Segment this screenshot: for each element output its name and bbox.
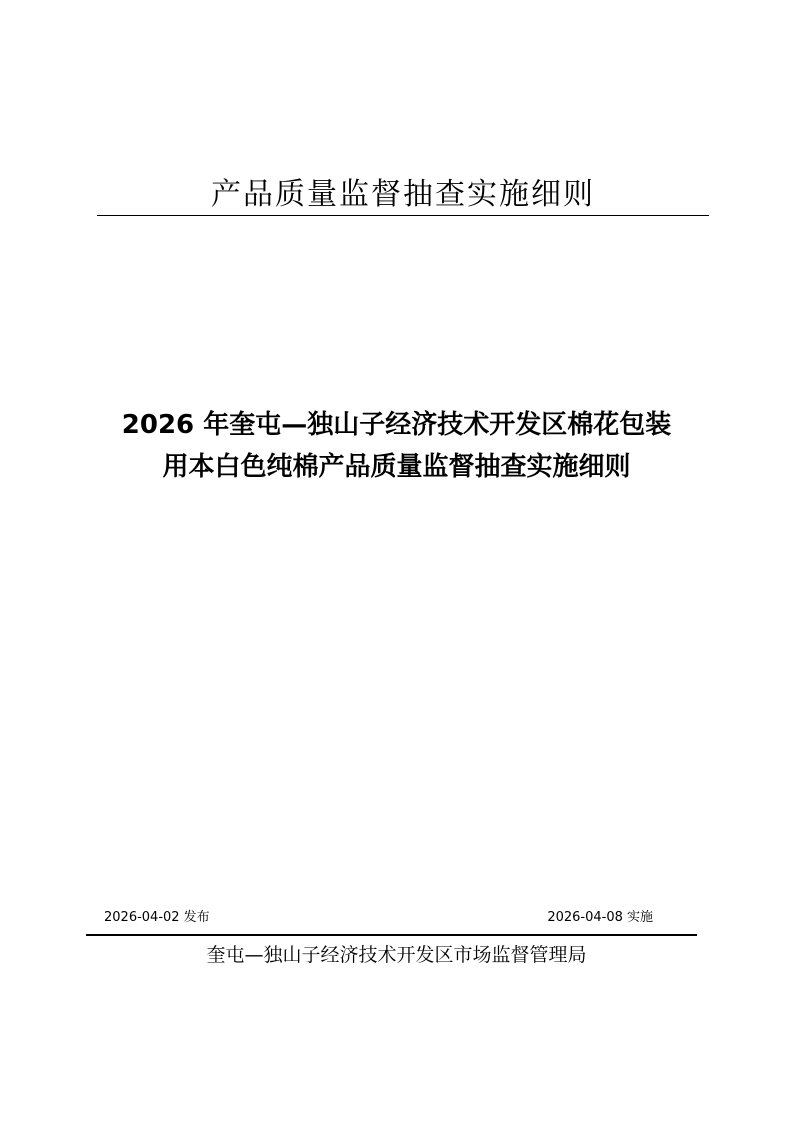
document-title-line-1: 2026 年奎屯—独山子经济技术开发区棉花包装 (121, 410, 672, 440)
header-divider (97, 215, 709, 216)
document-title-line-2: 用本白色纯棉产品质量监督抽查实施细则 (162, 452, 631, 482)
header-title: 产品质量监督抽查实施细则 (211, 177, 595, 212)
issue-date: 2026-04-02 发布 (104, 910, 210, 925)
document-title (60, 404, 733, 488)
effective-date: 2026-04-08 实施 (547, 910, 653, 925)
issuing-authority: 奎屯—独山子经济技术开发区市场监督管理局 (206, 944, 587, 966)
footer-divider (86, 934, 697, 936)
